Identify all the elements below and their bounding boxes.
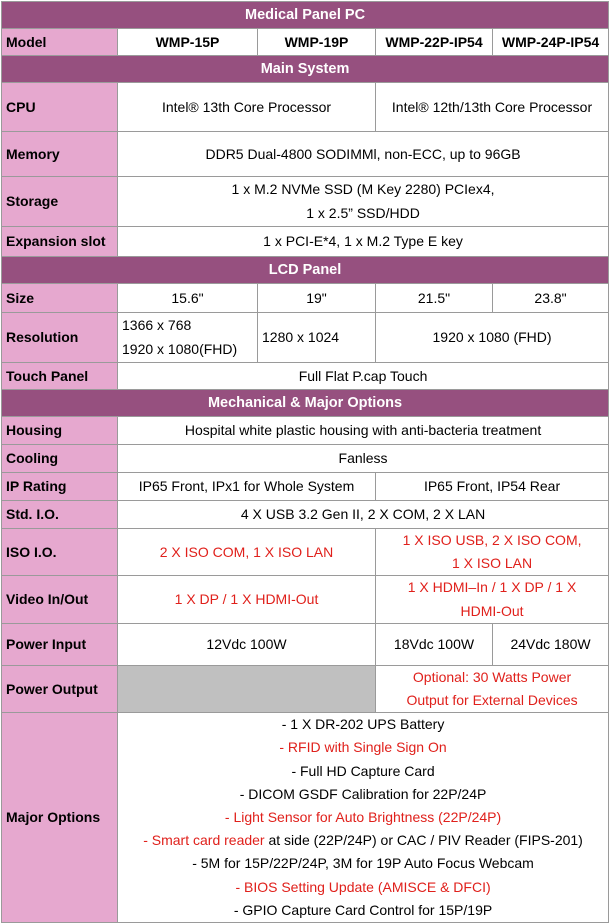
option-ups-battery: - 1 X DR-202 UPS Battery	[281, 716, 445, 733]
cooling-value: Fanless	[118, 445, 609, 473]
section-lcd-panel: LCD Panel	[2, 257, 609, 284]
iso-io-value-2	[376, 529, 609, 576]
video-value-2-line-1: 1 X HDMI–In / 1 X DP / 1 X	[407, 579, 577, 596]
memory-value: DDR5 Dual-4800 SODIMMl, non-ECC, up to 96GB	[118, 132, 609, 177]
cooling-label: Cooling	[2, 445, 118, 473]
model-label: Model	[2, 29, 118, 56]
expansion-label: Expansion slot	[2, 227, 118, 257]
ip-rating-value-2: IP65 Front, IP54 Rear	[376, 473, 609, 501]
option-light-sensor: - Light Sensor for Auto Brightness (22P/24P)	[224, 809, 502, 826]
resolution-15p	[118, 313, 258, 363]
option-dicom: - DICOM GSDF Calibration for 22P/24P	[239, 785, 487, 802]
power-input-label: Power Input	[2, 623, 118, 665]
size-24p: 23.8"	[493, 284, 609, 313]
power-input-15p-19p: 12Vdc 100W	[118, 623, 376, 665]
option-capture-card: - Full HD Capture Card	[291, 762, 435, 779]
storage-label: Storage	[2, 177, 118, 227]
model-wmp-19p: WMP-19P	[258, 29, 376, 56]
cpu-value-2: Intel® 12th/13th Core Processor	[376, 83, 609, 132]
power-input-24p: 24Vdc 180W	[493, 623, 609, 665]
option-smart-card	[118, 829, 608, 852]
option-smart-card-rest: at side (22P/24P) or CAC / PIV Reader (FIPS-201)	[264, 832, 583, 849]
housing-value: Hospital white plastic housing with anti-bacteria treatment	[118, 417, 609, 445]
model-wmp-24p: WMP-24P-IP54	[493, 29, 609, 56]
std-io-label: Std. I.O.	[2, 501, 118, 529]
housing-label: Housing	[2, 417, 118, 445]
storage-line-1: 1 x M.2 NVMe SSD (M Key 2280) PCIex4,	[231, 181, 495, 198]
major-options-list	[118, 713, 609, 923]
touch-label: Touch Panel	[2, 363, 118, 390]
std-io-value: 4 X USB 3.2 Gen II, 2 X COM, 2 X LAN	[118, 501, 609, 529]
video-value-1: 1 X DP / 1 X HDMI-Out	[118, 576, 376, 623]
size-22p: 21.5"	[376, 284, 493, 313]
option-bios: - BIOS Setting Update (AMISCE & DFCI)	[235, 878, 491, 895]
video-label: Video In/Out	[2, 576, 118, 623]
storage-line-2: 1 x 2.5” SSD/HDD	[306, 204, 420, 221]
spec-table	[1, 1, 609, 923]
video-value-2-line-2: HDMI-Out	[460, 602, 524, 619]
table-title: Medical Panel PC	[2, 2, 609, 29]
touch-value: Full Flat P.cap Touch	[118, 363, 609, 390]
power-input-22p: 18Vdc 100W	[376, 623, 493, 665]
size-label: Size	[2, 284, 118, 313]
option-gpio: - GPIO Capture Card Control for 15P/19P	[233, 901, 493, 918]
expansion-value: 1 x PCI-E*4, 1 x M.2 Type E key	[118, 227, 609, 257]
iso-io-value-2-line-2: 1 X ISO LAN	[451, 555, 533, 572]
memory-label: Memory	[2, 132, 118, 177]
resolution-19p: 1280 x 1024	[258, 313, 376, 363]
section-main-system: Main System	[2, 56, 609, 83]
option-rfid: - RFID with Single Sign On	[279, 739, 447, 756]
iso-io-value-2-line-1: 1 X ISO USB, 2 X ISO COM,	[402, 532, 582, 548]
storage-value	[118, 177, 609, 227]
cpu-value-1: Intel® 13th Core Processor	[118, 83, 376, 132]
video-value-2	[376, 576, 609, 623]
resolution-15p-line-2: 1920 x 1080(FHD)	[122, 340, 238, 357]
resolution-label: Resolution	[2, 313, 118, 363]
option-smart-card-highlight: - Smart card reader	[143, 832, 265, 849]
cpu-label: CPU	[2, 83, 118, 132]
power-output-label: Power Output	[2, 665, 118, 712]
section-mechanical: Mechanical & Major Options	[2, 390, 609, 417]
option-webcam: - 5M for 15P/22P/24P, 3M for 19P Auto Focus Webcam	[192, 855, 534, 872]
size-19p: 19"	[258, 284, 376, 313]
iso-io-value-1: 2 X ISO COM, 1 X ISO LAN	[118, 529, 376, 576]
resolution-22p-24p: 1920 x 1080 (FHD)	[376, 313, 609, 363]
power-output-empty	[118, 665, 376, 712]
power-output-line-2: Output for External Devices	[406, 692, 578, 709]
resolution-15p-line-1: 1366 x 768	[122, 317, 192, 334]
iso-io-label: ISO I.O.	[2, 529, 118, 576]
power-output-line-1: Optional: 30 Watts Power	[412, 668, 572, 685]
model-wmp-22p: WMP-22P-IP54	[376, 29, 493, 56]
ip-rating-value-1: IP65 Front, IPx1 for Whole System	[118, 473, 376, 501]
power-output-value	[376, 665, 609, 712]
size-15p: 15.6"	[118, 284, 258, 313]
major-options-label: Major Options	[2, 713, 118, 923]
model-wmp-15p: WMP-15P	[118, 29, 258, 56]
ip-rating-label: IP Rating	[2, 473, 118, 501]
